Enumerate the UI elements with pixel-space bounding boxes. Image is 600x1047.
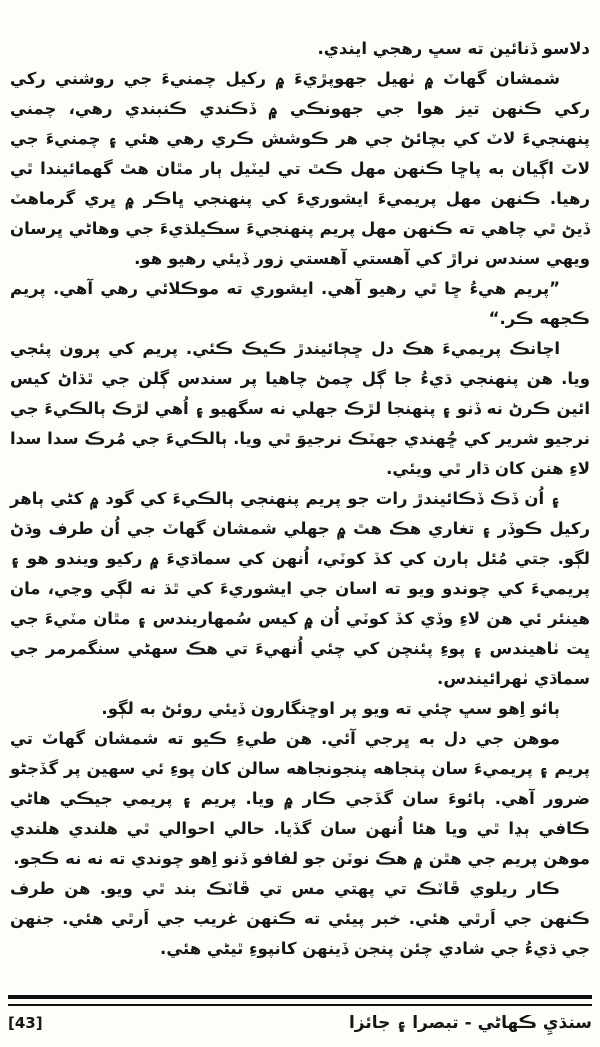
paragraph: ڪار ريلوي ڦاٽڪ تي پهتي مس تي ڦاٽڪ بند ٿي ويو. هن طرف ڪنهن جي اَرٿي هئي. خبر پيئي ته ڪنهن غريب جي اَرٿي هئي. جنهن جي ڌيءُ جي شادي چئن پنجن ڏينهن کانپوءِ ٿيڻي هئي.	[10, 879, 590, 958]
footer-row	[8, 1012, 592, 1033]
paragraph-quote: ”پريم هيءُ ڇا ٿي رهيو آهي. ايشوري ته موڪلائي رهي آهي. پريم ڪجهه ڪر.“	[10, 279, 590, 328]
footer-page-number: [43]	[8, 1014, 43, 1032]
page-footer	[8, 995, 592, 1033]
paragraph: ۽ اُن ڏڪ ڏڪائيندڙ رات جو پريم پنهنجي ٻالڪيءَ کي گود ۾ کڻي ٻاهر رکيل ڪوڏر ۽ تغاري هڪ هٿ ۾ جهلي شمشان گهاٽ جي اُن طرف وڌڻ لڳو. جتي مُئل ٻارن کي کڏ کوٽي، اُنهن کي سماڌيءَ ۾ رکيو ويندو هو ۽ پريميءَ کي چوندو ويو ته اسان جي ايشوريءَ کي ٿڌ نه لڳي وڃي، مان هينئر ئي هن لاءِ وڏي کڏ کوٽي اُن ۾ کيس سُمهاريندس ۽ مٿان مٽيءَ جي ڀت ٺاهيندس ۽ پوءِ پئنچن کي چئي اُنهيءَ تي هڪ سهڻي سنگمرمر جي سماڌي ٺهرائيندس.	[10, 489, 590, 688]
paragraph: شمشان گهاٽ ۾ ٺهيل جهوپڙيءَ ۾ رکيل چمنيءَ جي روشني رکي رکي ڪنهن تيز هوا جي جهونڪي ۾ ڏڪندي ڪنبندي رهي، چمني پنهنجيءَ لاٽ کي بچائڻ جي هر ڪوشش ڪري رهي هئي ۽ چمنيءَ جي لاٽ اڳيان به پاڇا ڪنهن مهل ڪٿ تي ليٽيل ٻار مٿان هٿ گهمائيندا ٿي رهيا. ڪنهن مهل پريميءَ ايشوريءَ کي پنهنجي ڀاڪر ۾ ڀري گرماهٽ ڏيڻ ٿي چاهي ته ڪنهن مهل پريم پنهنجيءَ سڪيلڌيءَ جي وهاڻي ڀرسان ويهي سندس نراڙ کي آهستي آهستي زور ڏيئي رهيو هو.	[10, 69, 590, 268]
paragraph: دلاسو ڏنائين ته سڀ رهجي ايندي.	[317, 39, 590, 58]
footer-rule-thick	[8, 995, 592, 999]
footer-rule-thin	[8, 1004, 592, 1006]
paragraph: موهن جي دل به ڀرجي آئي. هن طيءِ ڪيو ته شمشان گهاٽ تي پريم ۽ پريميءَ سان پنجاهه پنجونجاهه سالن کان پوءِ ئي سهين پر گڏجڻو ضرور آهي. ٻائوءَ سان گڏجي ڪار ۾ ويا. پريم ۽ پريمي جيڪي هاڻي ڪافي ٻڍا ٿي ويا هئا اُنهن سان گڏيا. حالي احوالي ٿي هلندي هلندي موهن پريم جي هٿن ۾ هڪ نوٽن جو لفافو ڏنو اِهو چوندي ته نه نه ڪجو.	[10, 729, 590, 868]
footer-book-title: سنڌيِ ڪهاڻي - تبصرا ۽ جائزا	[348, 1013, 592, 1033]
page-body-text	[10, 34, 590, 977]
paragraph: ٻائو اِهو سڀ چئي ته ويو پر اوڇنگارون ڏيئي روئڻ به لڳو.	[101, 699, 560, 718]
paragraph: اچانڪ پريميءَ هڪ دل ڇڄائيندڙ ڪيڪ ڪئي. پريم کي پرون پئجي ويا. هن پنهنجي ڌيءُ جا ڳل چمڻ چاهيا پر سندس ڳلن جي ٿڌاڻ کيس ائين ڪرڻ نه ڏنو ۽ پنهنجا لڙڪ جهلي نه سگهيو ۽ اُهي لڙڪ ٻالڪيءَ جي نرجيو شرير کي ڇُهندي جهٽڪ نرجيوَ ٿي ويا. ٻالڪيءَ جي مُرڪ سدا سدا لاءِ هنن کان ڌار ٿي ويئي.	[10, 339, 590, 478]
